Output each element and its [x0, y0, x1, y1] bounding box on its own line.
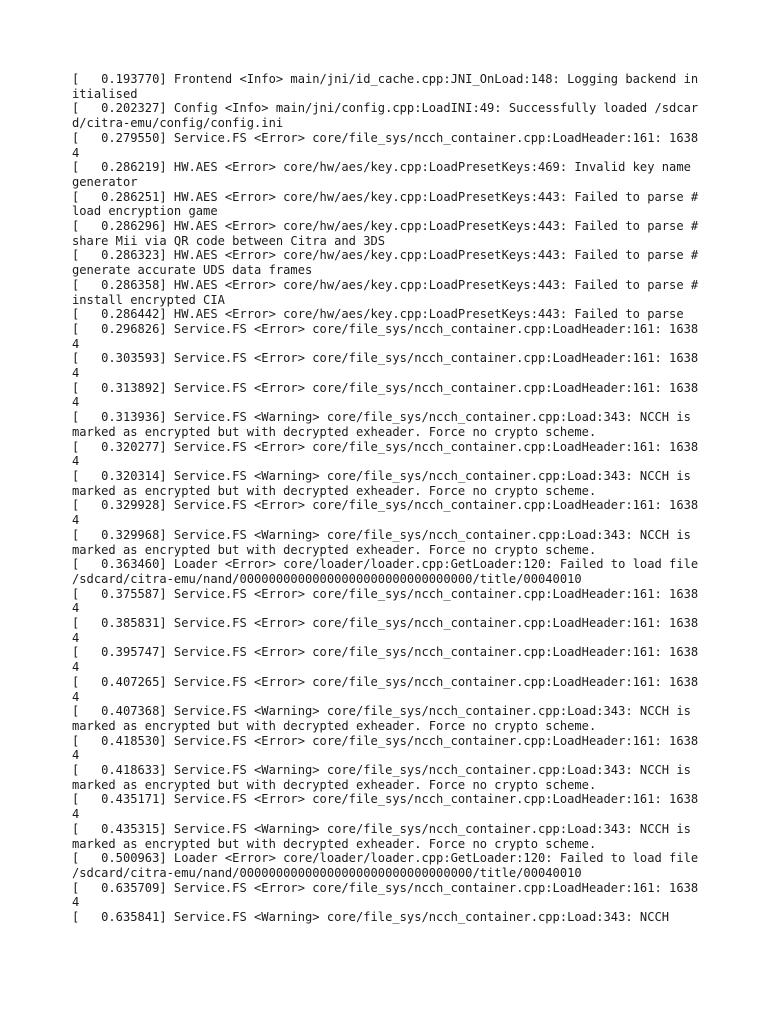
log-line: [ 0.193770] Frontend <Info> main/jni/id_cache.cpp:JNI_OnLoad:148: Logging backend initialised	[72, 72, 699, 101]
log-document	[72, 72, 706, 952]
log-line: [ 0.435171] Service.FS <Error> core/file_sys/ncch_container.cpp:LoadHeader:161: 16384	[72, 792, 699, 822]
log-line: [ 0.286296] HW.AES <Error> core/hw/aes/key.cpp:LoadPresetKeys:443: Failed to parse # share Mii via QR code between Citra and 3DS	[72, 219, 706, 248]
log-line: [ 0.329968] Service.FS <Warning> core/file_sys/ncch_container.cpp:Load:343: NCCH is marked as encrypted but with decrypted exheader. Force no crypto scheme.	[72, 527, 699, 557]
log-line: [ 0.320277] Service.FS <Error> core/file_sys/ncch_container.cpp:LoadHeader:161: 16384	[72, 439, 699, 469]
log-line: [ 0.363460] Loader <Error> core/loader/loader.cpp:GetLoader:120: Failed to load file /sdcard/citra-emu/nand/00000000000000000000000000000000/title/00040010	[72, 557, 706, 586]
log-line: [ 0.313892] Service.FS <Error> core/file_sys/ncch_container.cpp:LoadHeader:161: 16384	[72, 380, 699, 410]
log-line: [ 0.418633] Service.FS <Warning> core/file_sys/ncch_container.cpp:Load:343: NCCH is marked as encrypted but with decrypted exheader. Force no crypto scheme.	[72, 763, 699, 792]
log-line: [ 0.320314] Service.FS <Warning> core/file_sys/ncch_container.cpp:Load:343: NCCH is marked as encrypted but with decrypted exheader. Force no crypto scheme.	[72, 468, 699, 498]
log-line: [ 0.407265] Service.FS <Error> core/file_sys/ncch_container.cpp:LoadHeader:161: 16384	[72, 674, 699, 704]
log-line: [ 0.286219] HW.AES <Error> core/hw/aes/key.cpp:LoadPresetKeys:469: Invalid key name generator	[72, 160, 699, 189]
log-line: [ 0.286251] HW.AES <Error> core/hw/aes/key.cpp:LoadPresetKeys:443: Failed to parse # load encryption game	[72, 189, 706, 219]
log-line: [ 0.407368] Service.FS <Warning> core/file_sys/ncch_container.cpp:Load:343: NCCH is marked as encrypted but with decrypted exheader. Force no crypto scheme.	[72, 704, 699, 733]
log-line: [ 0.418530] Service.FS <Error> core/file_sys/ncch_container.cpp:LoadHeader:161: 16384	[72, 733, 699, 763]
log-line: [ 0.385831] Service.FS <Error> core/file_sys/ncch_container.cpp:LoadHeader:161: 16384	[72, 616, 699, 645]
log-line: [ 0.395747] Service.FS <Error> core/file_sys/ncch_container.cpp:LoadHeader:161: 16384	[72, 645, 699, 675]
log-line: [ 0.286442] HW.AES <Error> core/hw/aes/key.cpp:LoadPresetKeys:443: Failed to parse	[72, 307, 684, 322]
log-line: [ 0.635841] Service.FS <Warning> core/file_sys/ncch_container.cpp:Load:343: NCCH	[72, 910, 670, 925]
log-line: [ 0.435315] Service.FS <Warning> core/file_sys/ncch_container.cpp:Load:343: NCCH is marked as encrypted but with decrypted exheader. Force no crypto scheme.	[72, 821, 699, 851]
log-line: [ 0.635709] Service.FS <Error> core/file_sys/ncch_container.cpp:LoadHeader:161: 16384	[72, 880, 699, 910]
log-line: [ 0.202327] Config <Info> main/jni/config.cpp:LoadINI:49: Successfully loaded /sdcard/citra-emu/config/config.ini	[72, 101, 699, 131]
log-line: [ 0.375587] Service.FS <Error> core/file_sys/ncch_container.cpp:LoadHeader:161: 16384	[72, 586, 699, 616]
log-line: [ 0.329928] Service.FS <Error> core/file_sys/ncch_container.cpp:LoadHeader:161: 16384	[72, 498, 699, 528]
log-line: [ 0.500963] Loader <Error> core/loader/loader.cpp:GetLoader:120: Failed to load file /sdcard/citra-emu/nand/00000000000000000000000000000000/title/00040010	[72, 851, 706, 880]
log-line: [ 0.286323] HW.AES <Error> core/hw/aes/key.cpp:LoadPresetKeys:443: Failed to parse # generate accurate UDS data frames	[72, 248, 706, 278]
log-line: [ 0.313936] Service.FS <Warning> core/file_sys/ncch_container.cpp:Load:343: NCCH is marked as encrypted but with decrypted exheader. Force no crypto scheme.	[72, 410, 699, 439]
log-line: [ 0.286358] HW.AES <Error> core/hw/aes/key.cpp:LoadPresetKeys:443: Failed to parse # install encrypted CIA	[72, 277, 706, 307]
log-line: [ 0.279550] Service.FS <Error> core/file_sys/ncch_container.cpp:LoadHeader:161: 16384	[72, 130, 699, 160]
log-line: [ 0.303593] Service.FS <Error> core/file_sys/ncch_container.cpp:LoadHeader:161: 16384	[72, 351, 699, 381]
log-line: [ 0.296826] Service.FS <Error> core/file_sys/ncch_container.cpp:LoadHeader:161: 16384	[72, 321, 699, 351]
